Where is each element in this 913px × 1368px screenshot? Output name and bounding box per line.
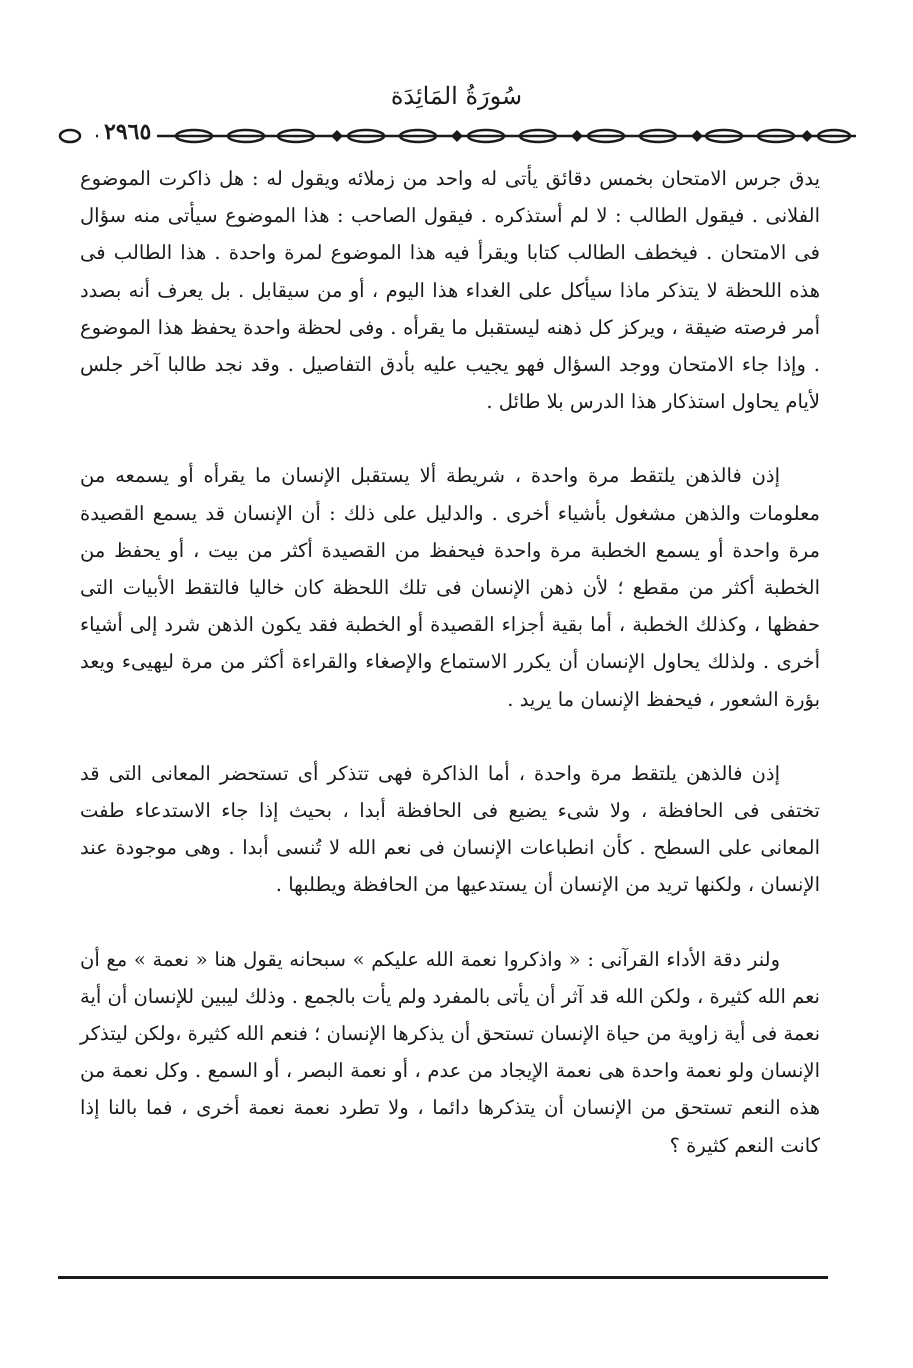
page-number: ٢٩٦٥ — [98, 119, 157, 145]
paragraph-3: إذن فالذهن يلتقط مرة واحدة ، أما الذاكرة فهى تتذكر أى تستحضر المعانى التى قد تختفى فى الحافظة ، ولا شىء يضيع فى الحافظة أبدا ، بحيث إذا جاء الاستدعاء طفت المعانى على السطح . كأن انطباعات الإنسان فى نعم الله لا تُنسى أبدا . وهى موجودة عند الإنسان ، ولكنها تريد من الإنسان أن يستدعيها من الحافظة ويطلبها . — [80, 761, 820, 897]
surah-title: سُورَةُ المَائِدَة — [390, 82, 523, 110]
ornament-border — [56, 122, 856, 150]
paragraph-1: يدق جرس الامتحان بخمس دقائق يأتى له واحد من زملائه ويقول له : هل ذاكرت الموضوع الفلانى . فيقول الطالب : لا لم أستذكره . فيقول الصاحب : هذا الموضوع سيأتى منه سؤال فى الامتحان . فيخطف الطالب كتابا ويقرأ فيه هذا الموضوع لمرة واحدة . هذا الطالب فى هذه اللحظة لا يتذكر ماذا سيأكل على الغداء هذا اليوم ، أو من سيقابل . بل يعرف أنه بصدد أمر فرصته ضيقة ، ويركز كل ذهنه ليستقبل ما يقرأه . وفى لحظة واحدة يحفظ هذا الموضوع . وإذا جاء الامتحان ووجد السؤال فهو يجيب عليه بأدق التفاصيل . وقد نجد طالبا آخر جلس لأيام يحاول استذكار هذا الدرس بلا طائل . — [80, 167, 820, 414]
paragraph-4: ولنر دقة الأداء القرآنى : « واذكروا نعمة الله عليكم » سبحانه يقول هنا « نعمة » مع أن نعم الله كثيرة ، ولكن الله قد آثر أن يأتى بالمفرد ولم يأت بالجمع . وذلك ليبين للإنسان أن أية نعمة فى أية زاوية من حياة الإنسان تستحق أن يذكرها الإنسان ؛ فنعم الله كثيرة ،ولكن ليتذكر الإنسان ولو نعمة واحدة هى نعمة الإيجاد من عدم ، أو نعمة البصر ، أو السمع . وكل نعمة من هذه النعم تستحق من الإنسان أن يتذكرها دائما ، ولا تطرد نعمة نعمة أخرى ، فما بالنا إذا كانت النعم كثيرة ؟ — [80, 947, 820, 1157]
body-text — [80, 160, 820, 1164]
paragraph-2: إذن فالذهن يلتقط مرة واحدة ، شريطة ألا يستقبل الإنسان ما يقرأه أو يسمعه من معلومات والذهن مشغول بأشياء أخرى . والدليل على ذلك : أن الإنسان قد يسمع القصيدة مرة واحدة أو يسمع الخطبة مرة واحدة فيحفظ من القصيدة أكثر من بيت ، أو يحفظ من الخطبة أكثر من مقطع ؛ لأن ذهن الإنسان فى تلك اللحظة كان خاليا فالتقط الأبيات التى حفظها ، وكذلك الخطبة ، أما بقية أجزاء القصيدة أو الخطبة فقد يكون الذهن شرد إلى أشياء أخرى . ولذلك يحاول الإنسان أن يكرر الاستماع والإصغاء والقراءة أكثر من مرة ليهيىء ويعد بؤرة الشعور ، فيحفظ الإنسان ما يريد . — [80, 464, 820, 711]
bottom-rule — [58, 1276, 828, 1279]
